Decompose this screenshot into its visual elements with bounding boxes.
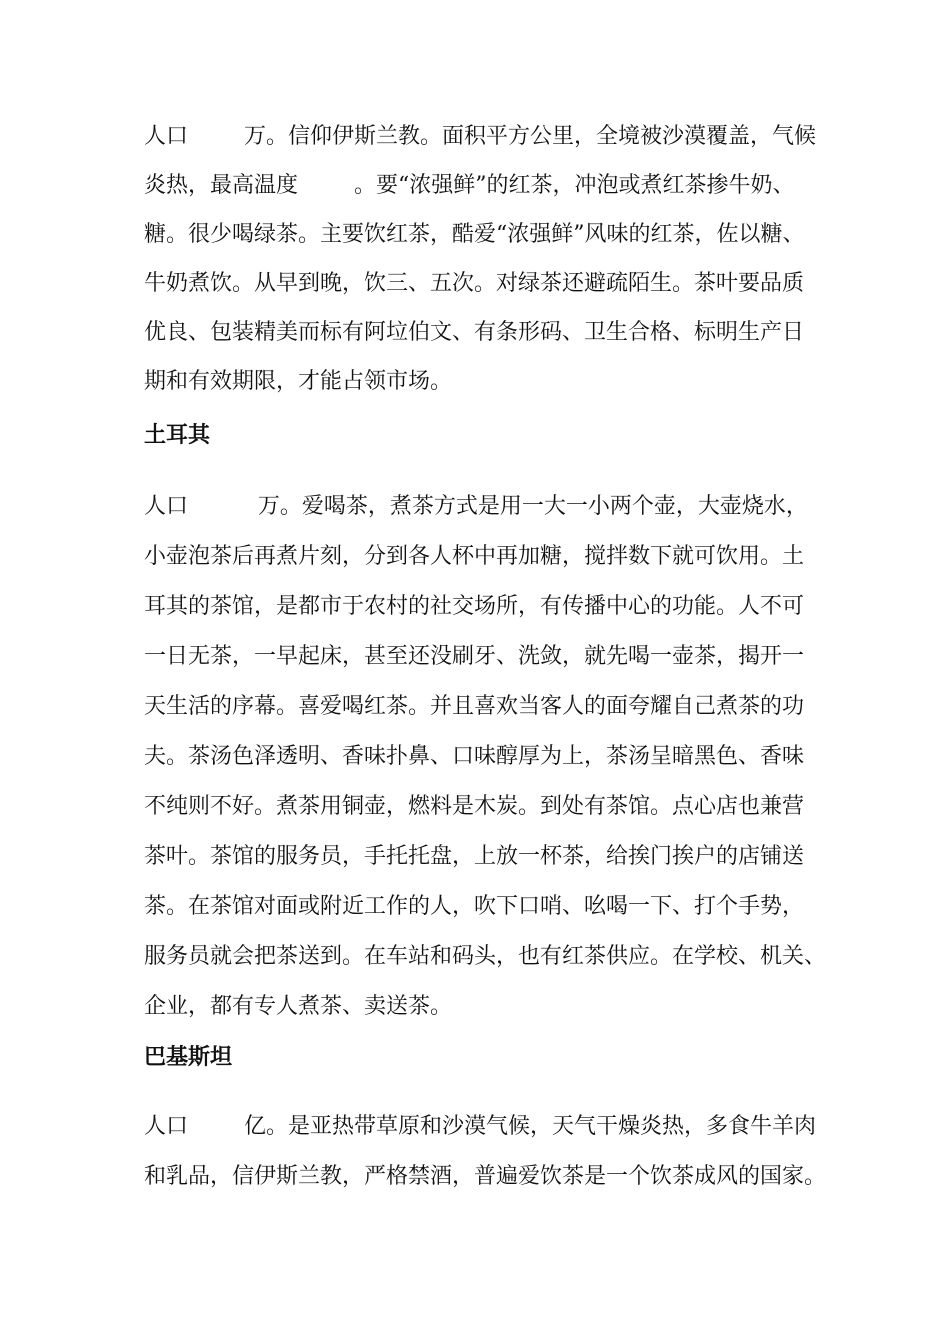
paragraph-line: 天生活的序幕。喜爱喝红茶。并且喜欢当客人的面夸耀自己煮茶的功 <box>144 694 805 719</box>
paragraph-line: 夫。茶汤色泽透明、香味扑鼻、口味醇厚为上，茶汤呈暗黑色、香味 <box>144 744 805 769</box>
paragraph-line: 小壶泡茶后再煮片刻，分到各人杯中再加糖，搅拌数下就可饮用。土 <box>144 544 805 569</box>
paragraph-line: 人口 亿。是亚热带草原和沙漠气候，天气干燥炎热，多食牛羊肉 <box>144 1114 816 1139</box>
paragraph-line: 人口 万。信仰伊斯兰教。面积平方公里，全境被沙漠覆盖，气候 <box>144 124 816 149</box>
paragraph-line: 耳其的茶馆，是都市于农村的社交场所，有传播中心的功能。人不可 <box>144 594 805 619</box>
section-heading-pakistan: 巴基斯坦 <box>144 1044 233 1070</box>
paragraph-line: 糖。很少喝绿茶。主要饮红茶，酷爱“浓强鲜”风味的红茶，佐以糖、 <box>144 222 805 247</box>
section-heading-turkey: 土耳其 <box>144 422 211 448</box>
paragraph-line: 企业，都有专人煮茶、卖送茶。 <box>144 994 453 1019</box>
paragraph-line: 优良、包装精美而标有阿垃伯文、有条形码、卫生合格、标明生产日 <box>144 320 805 345</box>
paragraph-line: 茶。在茶馆对面或附近工作的人，吹下口哨、吆喝一下、打个手势， <box>144 894 805 919</box>
paragraph-line: 炎热，最高温度 。要“浓强鲜”的红茶，冲泡或煮红茶掺牛奶、 <box>144 173 795 198</box>
paragraph-line: 和乳品，信伊斯兰教，严格禁酒，普遍爱饮茶是一个饮茶成风的国家。 <box>144 1164 827 1189</box>
paragraph-line: 人口 万。爱喝茶，煮茶方式是用一大一小两个壶，大壶烧水， <box>144 494 808 519</box>
paragraph-line: 服务员就会把茶送到。在车站和码头，也有红茶供应。在学校、机关、 <box>144 944 827 969</box>
paragraph-line: 不纯则不好。煮茶用铜壶，燃料是木炭。到处有茶馆。点心店也兼营 <box>144 794 805 819</box>
paragraph-line: 期和有效期限，才能占领市场。 <box>144 369 453 394</box>
paragraph-line: 茶叶。茶馆的服务员，手托托盘，上放一杯茶，给挨门挨户的店铺送 <box>144 844 805 869</box>
paragraph-line: 一日无茶，一早起床，甚至还没刷牙、洗敛，就先喝一壶茶，揭开一 <box>144 644 805 669</box>
paragraph-line: 牛奶煮饮。从早到晚，饮三、五次。对绿茶还避疏陌生。茶叶要品质 <box>144 271 805 296</box>
